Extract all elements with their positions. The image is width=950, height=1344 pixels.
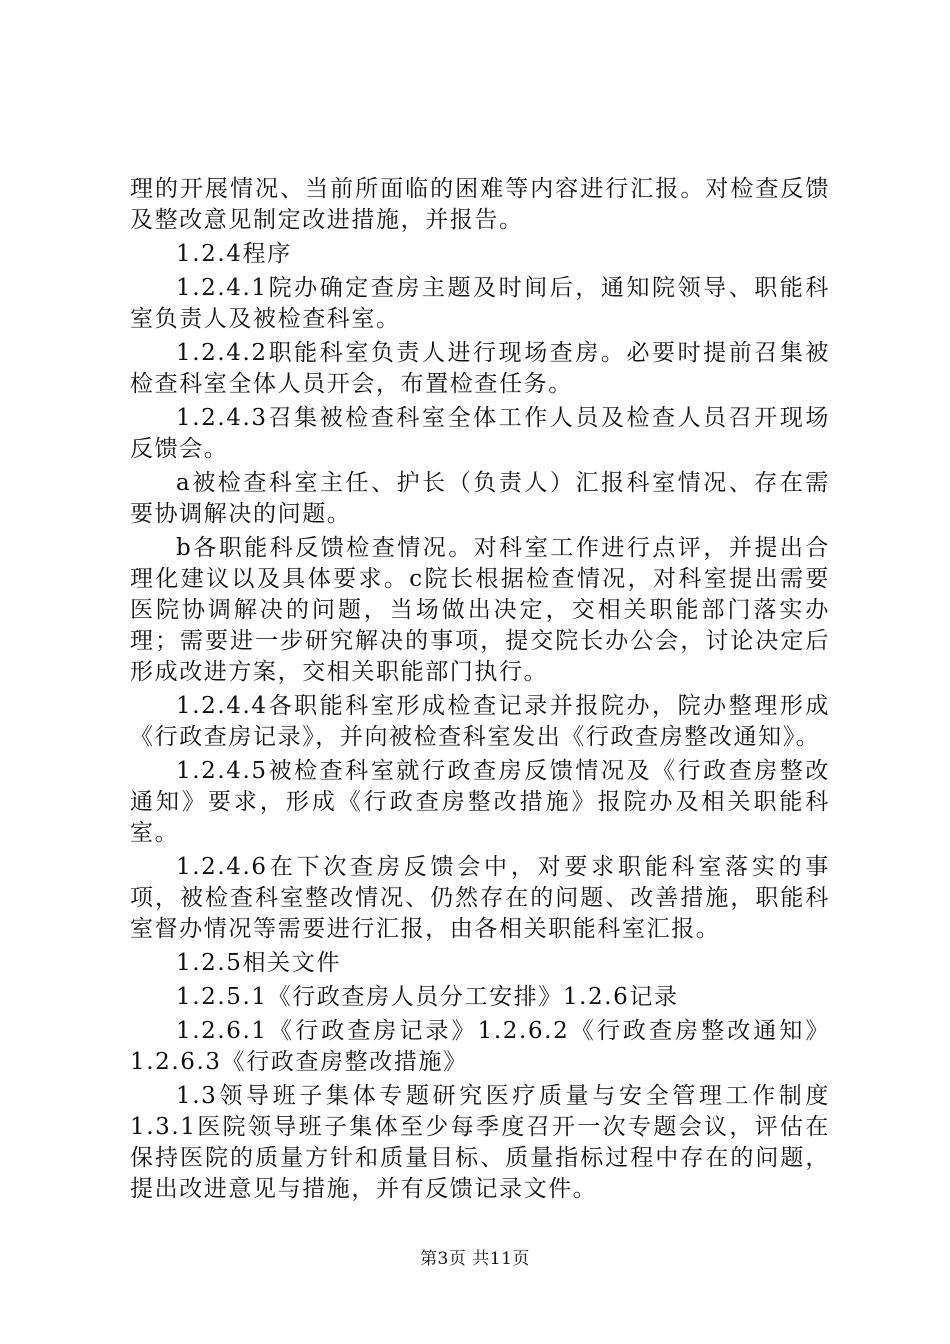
document-body — [130, 174, 830, 1208]
paragraph: 理的开展情况、当前所面临的困难等内容进行汇报。对检查反馈及整改意见制定改进措施，并报告。 — [130, 176, 830, 233]
paragraph: 1.2.4.5被检查科室就行政查房反馈情况及《行政查房整改通知》要求，形成《行政查房整改措施》报院办及相关职能科室。 — [130, 758, 830, 846]
paragraph: a被检查科室主任、护长（负责人）汇报科室情况、存在需要协调解决的问题。 — [130, 470, 830, 527]
page-footer: 第3页 共11页 — [420, 1249, 530, 1269]
paragraph: 1.2.4.1院办确定查房主题及时间后，通知院领导、职能科室负责人及被检查科室。 — [130, 275, 830, 332]
paragraph: 1.2.4.4各职能科室形成检查记录并报院办，院办整理形成《行政查房记录》，并向被检查科室发出《行政查房整改通知》。 — [130, 693, 830, 750]
paragraph: 1.3领导班子集体专题研究医疗质量与安全管理工作制度1.3.1医院领导班子集体至少每季度召开一次专题会议，评估在保持医院的质量方针和质量目标、质量指标过程中存在的问题，提出改进意见与措施，并有反馈记录文件。 — [130, 1083, 830, 1202]
paragraph: 1.2.5相关文件 — [176, 950, 341, 976]
paragraph: 1.2.4.6在下次查房反馈会中，对要求职能科室落实的事项，被检查科室整改情况、仍然存在的问题、改善措施，职能科室督办情况等需要进行汇报，由各相关职能科室汇报。 — [130, 854, 830, 942]
paragraph: b各职能科反馈检查情况。对科室工作进行点评，并提出合理化建议以及具体要求。c院长根据检查情况，对科室提出需要医院协调解决的问题，当场做出决定，交相关职能部门落实办理；需要进一步研究解决的事项，提交院长办公会，讨论决定后形成改进方案，交相关职能部门执行。 — [130, 535, 830, 685]
paragraph: 1.2.6.1《行政查房记录》1.2.6.2《行政查房整改通知》1.2.6.3《行政查房整改措施》 — [130, 1018, 830, 1075]
paragraph: 1.2.4程序 — [176, 241, 292, 267]
paragraph: 1.2.4.3召集被检查科室全体工作人员及检查人员召开现场反馈会。 — [130, 405, 830, 462]
paragraph: 1.2.4.2职能科室负责人进行现场查房。必要时提前召集被检查科室全体人员开会，布置检查任务。 — [130, 340, 830, 397]
paragraph: 1.2.5.1《行政查房人员分工安排》1.2.6记录 — [176, 984, 679, 1010]
